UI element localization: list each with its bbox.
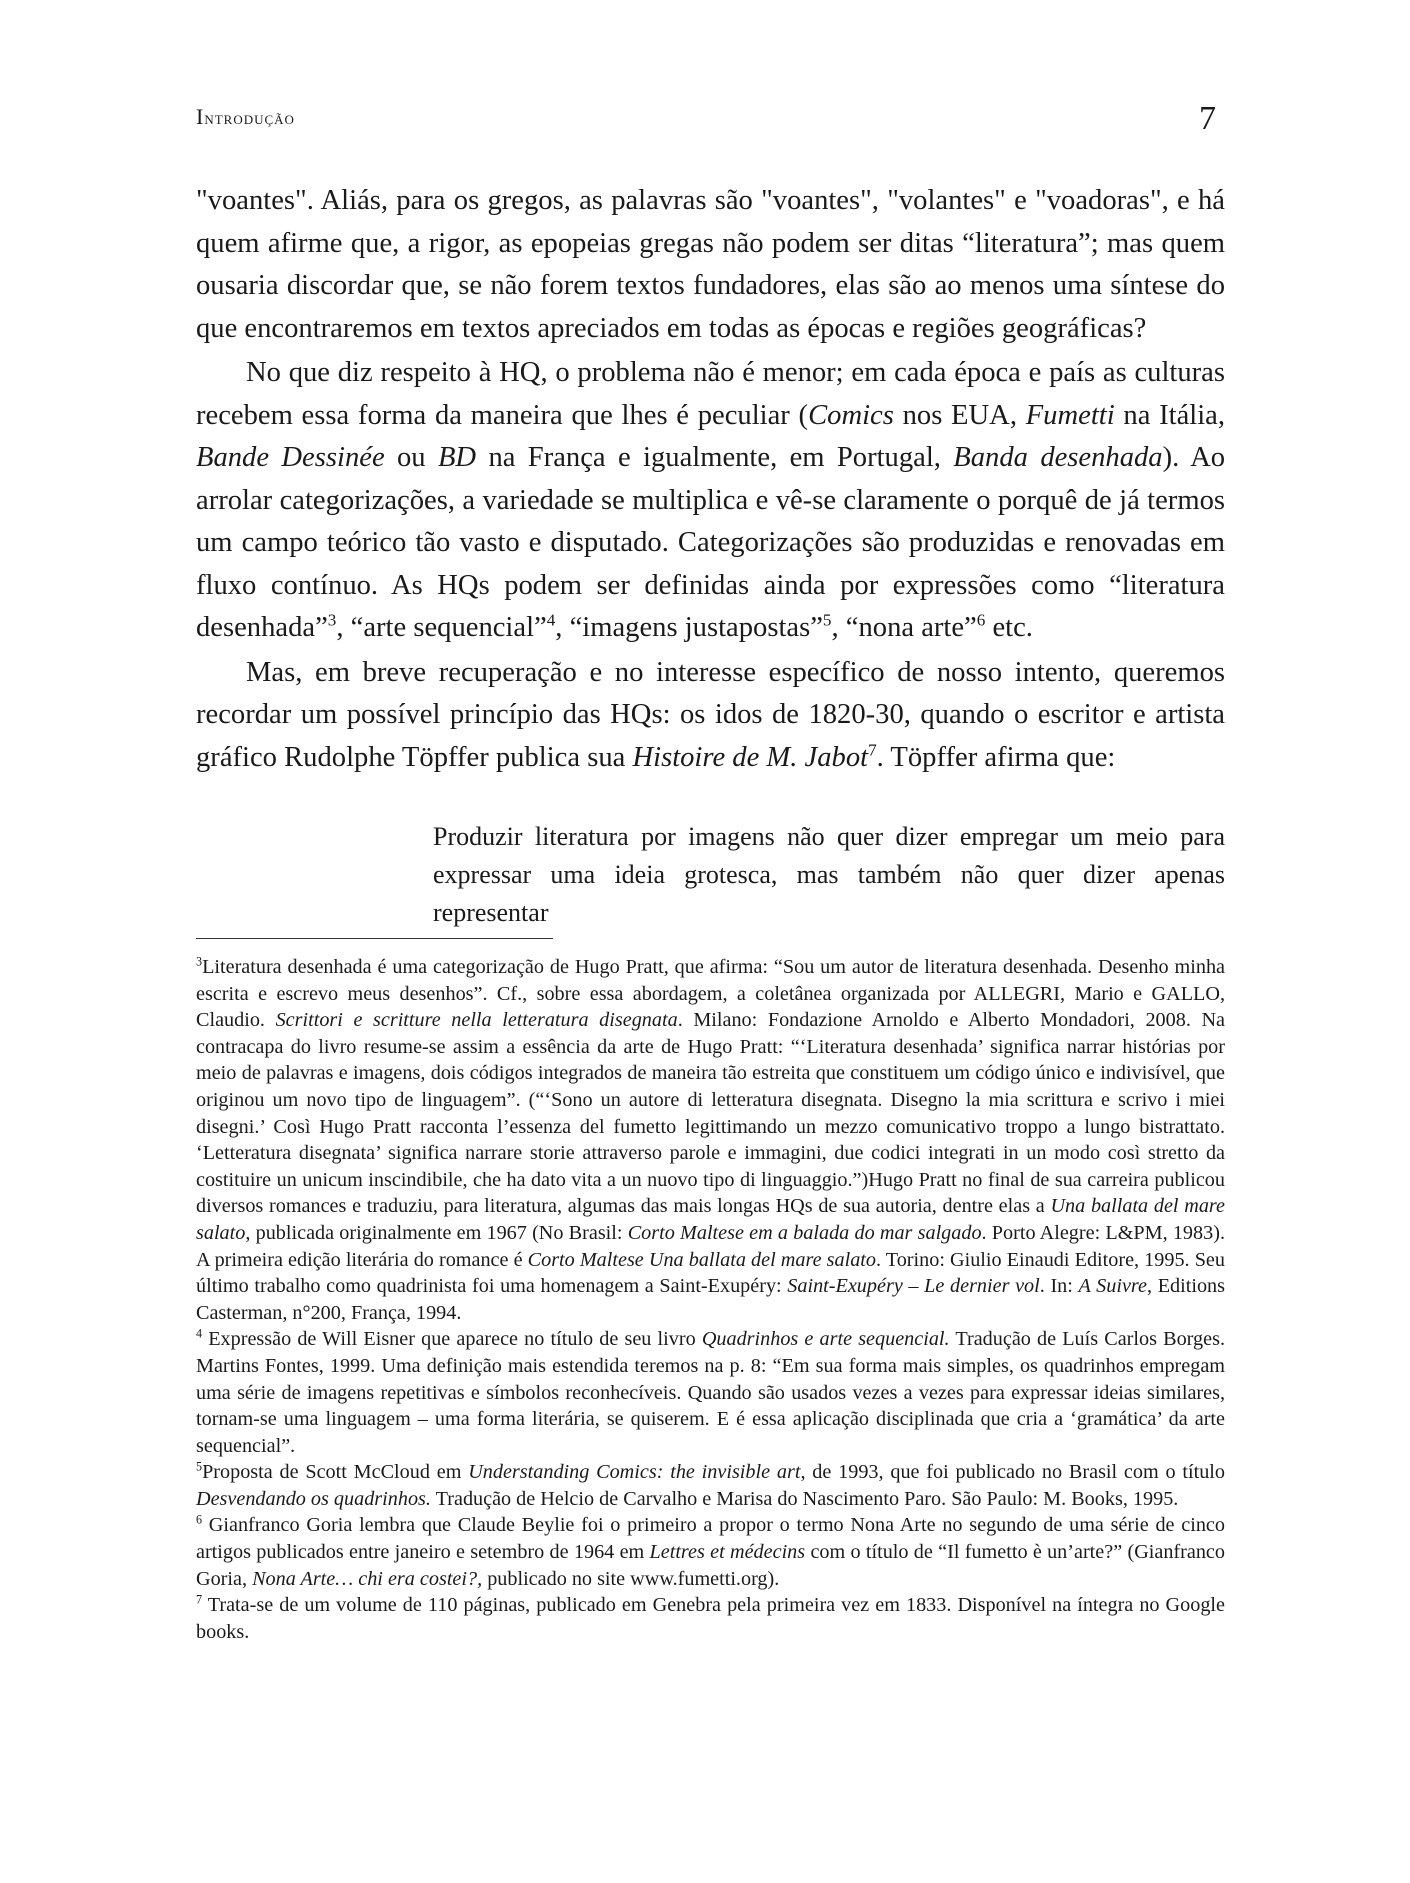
footnotes bbox=[196, 954, 1225, 1645]
footnote-ref-7[interactable]: 7 bbox=[868, 739, 877, 759]
footnote-7: $^7$ Trata-se de um volume de 110 páginas, publicado em Genebra pela primeira vez em 1833. Disponível na íntegra no Google books. bbox=[196, 1592, 1225, 1643]
running-title: Introdução bbox=[196, 104, 295, 129]
main-text bbox=[196, 180, 1225, 781]
footnote-4: $^4$ Expressão de Will Eisner que aparece no título de seu livro Quadrinhos e arte sequencial. Tradução de Luís Carlos Borges. Martins Fontes, 1999. Uma definição mais estendida teremos na p. 8: “Em sua forma mais simples, os quadrinhos empregam uma série de imagens repetitivas e símbolos reconhecíveis. Quando são usados vezes a vezes para expressar ideias similares, tornam-se uma linguagem – uma forma literária, se quiserem. E é essa aplicação disciplinada que cria a ‘gramática’ da arte sequencial”. bbox=[196, 1326, 1225, 1457]
footnote-3: $^3$Literatura desenhada é uma categorização de Hugo Pratt, que afirma: “Sou um autor de literatura desenhada. Desenho minha escrita e escrevo meus desenhos”. Cf., sobre essa abordagem, a coletânea organizada por ALLEGRI, Mario e GALLO, Claudio. Scrittori e scritture nella letteratura disegnata. Milano: Fondazione Arnoldo e Alberto Mondadori, 2008. Na contracapa do livro resume-se assim a essência da arte de Hugo Pratt: “‘Literatura desenhada’ significa narrar histórias por meio de palavras e imagens, dois códigos integrados de maneira tão estreita que constituem um código único e indivisível, que originou um novo tipo de linguagem”. (“‘Sono un autore di letteratura disegnata. Disegno la mia scrittura e scrivo i miei disegni.’ Così Hugo Pratt racconta l’essenza del fumetto legittimando un mezzo comunicativo troppo a lungo bistrattato. ‘Letteratura disegnata’ significa narrare storie attraverso parole e immagini, due codici integrati in un modo così stretto da costituire un unicum inscindibile, che ha dato vita a un nuovo tipo di linguaggio.”)Hugo Pratt no final de sua carreira publicou diversos romances e traduziu, para literatura, algumas das mais longas HQs de sua autoria, dentre elas a Una ballata del mare salato, publicada originalmente em 1967 (No Brasil: Corto Maltese em a balada do mar salgado. Porto Alegre: L&PM, 1983). A primeira edição literária do romance é Corto Maltese Una ballata del mare salato. Torino: Giulio Einaudi Editore, 1995. Seu último trabalho como quadrinista foi uma homenagem a Saint-Exupéry: Saint-Exupéry – Le dernier vol. In: A Suivre, Editions Casterman, n°200, França, 1994. bbox=[196, 954, 1225, 1324]
footnote-5: $^5$Proposta de Scott McCloud em Understanding Comics: the invisible art, de 1993, que foi publicado no Brasil com o título Desvendando os quadrinhos. Tradução de Helcio de Carvalho e Marisa do Nascimento Paro. São Paulo: M. Books, 1995. bbox=[196, 1459, 1226, 1510]
footnote-6: $^6$ Gianfranco Goria lembra que Claude Beylie foi o primeiro a propor o termo Nona Arte no segundo de uma série de cinco artigos publicados entre janeiro e setembro de 1964 em Lettres et médecins com o título de “Il fumetto è un’arte?” (Gianfranco Goria, Nona Arte… chi era costei?, publicado no site www.fumetti.org). bbox=[196, 1512, 1225, 1590]
footnote-ref-4[interactable]: 4 bbox=[546, 610, 556, 630]
footnote-ref-6[interactable]: 6 bbox=[976, 610, 986, 630]
paragraph-2: No que diz respeito à HQ, o problema não é menor; em cada época e país as culturas recebem essa forma da maneira que lhes é peculiar (Comics nos EUA, Fumetti na Itália, Bande Dessinée ou BD na França e igualmente, em Portugal, Banda desenhada). Ao arrolar categorizações, a variedade se multiplica e vê-se claramente o porquê de já termos um campo teórico tão vasto e disputado. Categorizações são produzidas e renovadas em fluxo contínuo. As HQs podem ser definidas ainda por expressões como “literatura desenhada”$^3$, “arte sequencial”$^4$, “imagens justapostas”$^5$, “nona arte”$^6$ etc. bbox=[196, 357, 1226, 643]
footnote-divider bbox=[196, 938, 553, 939]
paragraph-3: Mas, em breve recuperação e no interesse específico de nosso intento, queremos recordar um possível princípio das HQs: os idos de 1820-30, quando o escritor e artista gráfico Rudolphe Töpffer publica sua Histoire de M. Jabot$^7$. Töpffer afirma que: bbox=[196, 656, 1225, 773]
paragraph-1: "voantes". Aliás, para os gregos, as palavras são "voantes", "volantes" e "voadoras", e há quem afirme que, a rigor, as epopeias gregas não podem ser ditas “literatura”; mas quem ousaria discordar que, se não forem textos fundadores, elas são ao menos uma síntese do que encontraremos em textos apreciados em todas as épocas e regiões geográficas? bbox=[196, 185, 1225, 344]
block-quote: Produzir literatura por imagens não quer dizer empregar um meio para expressar uma ideia grotesca, mas também não quer dizer apenas representar bbox=[433, 822, 1225, 927]
page-number: 7 bbox=[1199, 100, 1216, 137]
footnote-ref-3[interactable]: 3 bbox=[327, 610, 337, 630]
footnote-ref-5[interactable]: 5 bbox=[822, 610, 832, 630]
